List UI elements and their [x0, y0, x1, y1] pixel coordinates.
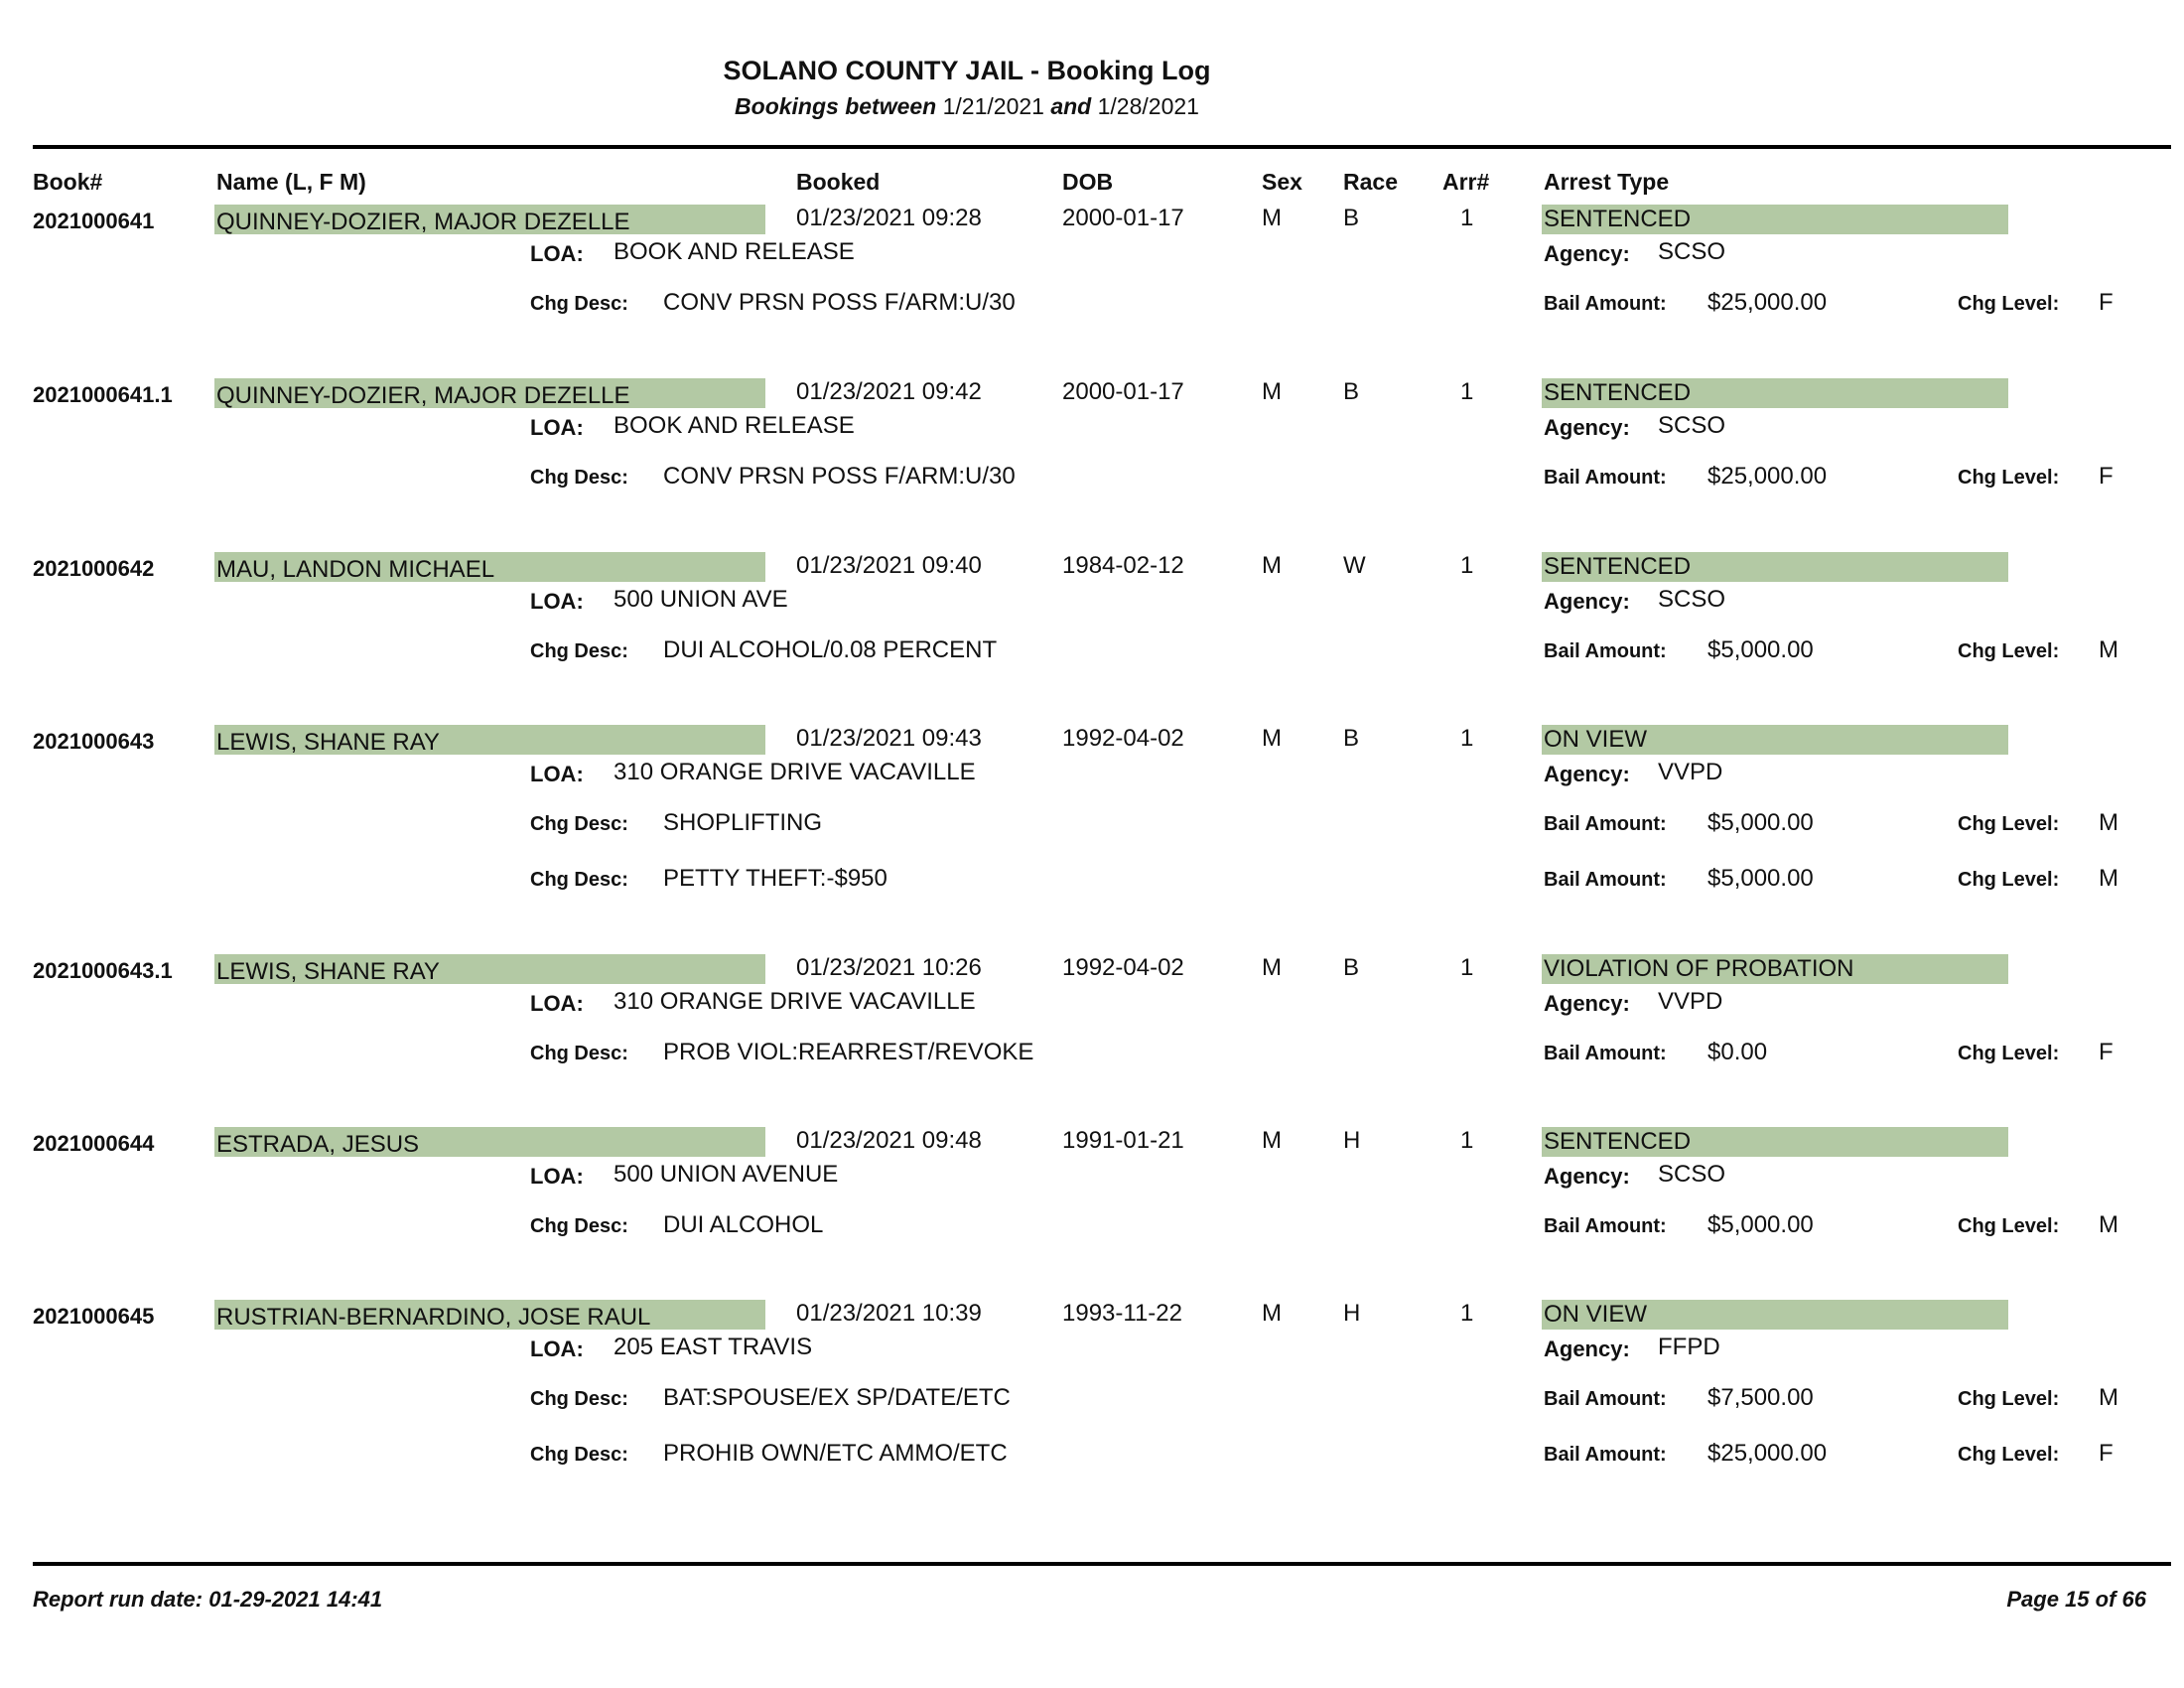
charge-desc-label: Chg Desc:: [530, 1043, 628, 1064]
charge-level: F: [2099, 289, 2114, 316]
charge-desc-label: Chg Desc:: [530, 640, 628, 662]
charge-desc: CONV PRSN POSS F/ARM:U/30: [663, 463, 1016, 490]
start-date: 1/21/2021: [942, 93, 1044, 119]
sex: M: [1262, 1300, 1282, 1327]
col-header-booked: Booked: [796, 169, 881, 195]
charge-level-label: Chg Level:: [1958, 1388, 2060, 1410]
bail-amount-label: Bail Amount:: [1544, 1043, 1667, 1064]
loa-value: 500 UNION AVENUE: [614, 1161, 839, 1188]
loa-label: LOA:: [530, 415, 584, 440]
booked-datetime: 01/23/2021 10:39: [796, 1300, 982, 1327]
bail-amount: $0.00: [1707, 1039, 1768, 1065]
book-number: 2021000643.1: [33, 958, 173, 983]
charge-desc: DUI ALCOHOL: [663, 1211, 824, 1238]
charge-row: [0, 1039, 2184, 1068]
charge-desc-label: Chg Desc:: [530, 467, 628, 489]
bail-amount-label: Bail Amount:: [1544, 869, 1667, 891]
inmate-name: LEWIS, SHANE RAY: [216, 729, 440, 756]
booked-datetime: 01/23/2021 09:40: [796, 552, 982, 579]
bail-amount-label: Bail Amount:: [1544, 640, 1667, 662]
charge-level-label: Chg Level:: [1958, 293, 2060, 315]
subtitle-and: and: [1050, 93, 1092, 119]
arrest-type: ON VIEW: [1544, 1301, 1648, 1328]
bail-amount: $25,000.00: [1707, 1440, 1828, 1467]
race: H: [1343, 1127, 1361, 1154]
arrest-number: 1: [1460, 205, 1474, 231]
charge-level-label: Chg Level:: [1958, 1215, 2060, 1237]
booked-datetime: 01/23/2021 09:28: [796, 205, 982, 231]
charge-level-label: Chg Level:: [1958, 869, 2060, 891]
agency-label: Agency:: [1544, 991, 1630, 1016]
date-of-birth: 1993-11-22: [1062, 1300, 1182, 1327]
sex: M: [1262, 378, 1282, 405]
charge-level-label: Chg Level:: [1958, 640, 2060, 662]
loa-label: LOA:: [530, 241, 584, 266]
sex: M: [1262, 205, 1282, 231]
charge-desc: SHOPLIFTING: [663, 809, 823, 836]
col-header-book: Book#: [33, 169, 103, 195]
subtitle-prefix: Bookings between: [735, 93, 937, 119]
charge-desc-label: Chg Desc:: [530, 869, 628, 891]
sex: M: [1262, 725, 1282, 752]
charge-level: F: [2099, 1039, 2114, 1065]
charge-desc-label: Chg Desc:: [530, 1215, 628, 1237]
race: W: [1343, 552, 1366, 579]
arrest-number: 1: [1460, 552, 1474, 579]
sex: M: [1262, 552, 1282, 579]
inmate-name: QUINNEY-DOZIER, MAJOR DEZELLE: [216, 209, 630, 235]
col-header-sex: Sex: [1262, 169, 1302, 195]
col-header-arr: Arr#: [1442, 169, 1490, 195]
arrest-number: 1: [1460, 1127, 1474, 1154]
charge-row: [0, 289, 2184, 319]
end-date: 1/28/2021: [1097, 93, 1199, 119]
loa-value: 310 ORANGE DRIVE VACAVILLE: [614, 988, 976, 1015]
date-of-birth: 1992-04-02: [1062, 725, 1184, 752]
report-run-date: Report run date: 01-29-2021 14:41: [33, 1587, 383, 1612]
date-of-birth: 2000-01-17: [1062, 378, 1184, 405]
header-rule: [33, 145, 2171, 149]
charge-row: [0, 463, 2184, 492]
arrest-number: 1: [1460, 378, 1474, 405]
loa-value: BOOK AND RELEASE: [614, 412, 855, 439]
booked-datetime: 01/23/2021 09:42: [796, 378, 982, 405]
charge-level: F: [2099, 463, 2114, 490]
book-number: 2021000641.1: [33, 382, 173, 407]
charge-desc: PETTY THEFT:-$950: [663, 865, 887, 892]
loa-value: BOOK AND RELEASE: [614, 238, 855, 265]
charge-level: M: [2099, 1211, 2118, 1238]
inmate-name: LEWIS, SHANE RAY: [216, 958, 440, 985]
book-number: 2021000642: [33, 556, 155, 581]
agency-value: SCSO: [1658, 1161, 1726, 1188]
charge-level: M: [2099, 865, 2118, 892]
loa-value: 500 UNION AVE: [614, 586, 788, 613]
loa-label: LOA:: [530, 1164, 584, 1189]
inmate-name: ESTRADA, JESUS: [216, 1131, 420, 1158]
book-number: 2021000645: [33, 1304, 155, 1329]
race: B: [1343, 725, 1360, 752]
arrest-number: 1: [1460, 725, 1474, 752]
inmate-name: MAU, LANDON MICHAEL: [216, 556, 495, 583]
race: B: [1343, 954, 1360, 981]
agency-label: Agency:: [1544, 589, 1630, 614]
col-header-name: Name (L, F M): [216, 169, 366, 195]
col-header-dob: DOB: [1062, 169, 1114, 195]
sex: M: [1262, 1127, 1282, 1154]
charge-desc: BAT:SPOUSE/EX SP/DATE/ETC: [663, 1384, 1011, 1411]
bail-amount: $5,000.00: [1707, 809, 1814, 836]
date-of-birth: 1984-02-12: [1062, 552, 1184, 579]
agency-value: VVPD: [1658, 759, 1723, 785]
charge-desc-label: Chg Desc:: [530, 1444, 628, 1466]
loa-label: LOA:: [530, 589, 584, 614]
bail-amount-label: Bail Amount:: [1544, 813, 1667, 835]
charge-row: [0, 1384, 2184, 1414]
charge-row: [0, 1211, 2184, 1241]
page-number: Page 15 of 66: [2006, 1587, 2146, 1612]
arrest-number: 1: [1460, 954, 1474, 981]
charge-level: M: [2099, 809, 2118, 836]
loa-value: 310 ORANGE DRIVE VACAVILLE: [614, 759, 976, 785]
charge-desc-label: Chg Desc:: [530, 1388, 628, 1410]
charge-desc: DUI ALCOHOL/0.08 PERCENT: [663, 636, 998, 663]
agency-label: Agency:: [1544, 415, 1630, 440]
charge-level-label: Chg Level:: [1958, 813, 2060, 835]
bail-amount: $5,000.00: [1707, 865, 1814, 892]
bail-amount-label: Bail Amount:: [1544, 293, 1667, 315]
book-number: 2021000643: [33, 729, 155, 754]
footer-rule: [33, 1562, 2171, 1566]
loa-label: LOA:: [530, 1336, 584, 1361]
arrest-type: SENTENCED: [1544, 553, 1692, 580]
bail-amount-label: Bail Amount:: [1544, 1388, 1667, 1410]
arrest-type: VIOLATION OF PROBATION: [1544, 955, 1854, 982]
charge-level-label: Chg Level:: [1958, 1444, 2060, 1466]
charge-level: M: [2099, 636, 2118, 663]
charge-desc-label: Chg Desc:: [530, 293, 628, 315]
charge-desc: CONV PRSN POSS F/ARM:U/30: [663, 289, 1016, 316]
bail-amount: $25,000.00: [1707, 463, 1828, 490]
race: B: [1343, 378, 1360, 405]
charge-desc-label: Chg Desc:: [530, 813, 628, 835]
loa-value: 205 EAST TRAVIS: [614, 1334, 813, 1360]
booked-datetime: 01/23/2021 09:43: [796, 725, 982, 752]
bail-amount-label: Bail Amount:: [1544, 467, 1667, 489]
charge-row: [0, 865, 2184, 895]
loa-label: LOA:: [530, 762, 584, 786]
agency-label: Agency:: [1544, 241, 1630, 266]
bail-amount: $25,000.00: [1707, 289, 1828, 316]
agency-label: Agency:: [1544, 762, 1630, 786]
report-title: SOLANO COUNTY JAIL - Booking Log: [723, 56, 1211, 85]
loa-label: LOA:: [530, 991, 584, 1016]
agency-value: SCSO: [1658, 238, 1726, 265]
charge-desc: PROHIB OWN/ETC AMMO/ETC: [663, 1440, 1008, 1467]
agency-label: Agency:: [1544, 1336, 1630, 1361]
race: B: [1343, 205, 1360, 231]
bail-amount: $5,000.00: [1707, 1211, 1814, 1238]
booked-datetime: 01/23/2021 10:26: [796, 954, 982, 981]
col-header-race: Race: [1343, 169, 1398, 195]
col-header-arrest-type: Arrest Type: [1544, 169, 1670, 195]
arrest-type: SENTENCED: [1544, 379, 1692, 406]
charge-row: [0, 1440, 2184, 1470]
book-number: 2021000644: [33, 1131, 155, 1156]
charge-level-label: Chg Level:: [1958, 467, 2060, 489]
agency-value: SCSO: [1658, 586, 1726, 613]
charge-level: M: [2099, 1384, 2118, 1411]
bail-amount-label: Bail Amount:: [1544, 1444, 1667, 1466]
charge-level-label: Chg Level:: [1958, 1043, 2060, 1064]
charge-row: [0, 809, 2184, 839]
inmate-name: RUSTRIAN-BERNARDINO, JOSE RAUL: [216, 1304, 651, 1331]
bail-amount: $7,500.00: [1707, 1384, 1814, 1411]
bail-amount-label: Bail Amount:: [1544, 1215, 1667, 1237]
bail-amount: $5,000.00: [1707, 636, 1814, 663]
sex: M: [1262, 954, 1282, 981]
date-of-birth: 1992-04-02: [1062, 954, 1184, 981]
agency-value: VVPD: [1658, 988, 1723, 1015]
agency-value: FFPD: [1658, 1334, 1720, 1360]
charge-desc: PROB VIOL:REARREST/REVOKE: [663, 1039, 1034, 1065]
report-subtitle: [0, 93, 1934, 120]
agency-label: Agency:: [1544, 1164, 1630, 1189]
race: H: [1343, 1300, 1361, 1327]
arrest-type: ON VIEW: [1544, 726, 1648, 753]
date-of-birth: 2000-01-17: [1062, 205, 1184, 231]
arrest-number: 1: [1460, 1300, 1474, 1327]
arrest-type: SENTENCED: [1544, 1128, 1692, 1155]
inmate-name: QUINNEY-DOZIER, MAJOR DEZELLE: [216, 382, 630, 409]
book-number: 2021000641: [33, 209, 155, 233]
agency-value: SCSO: [1658, 412, 1726, 439]
charge-row: [0, 636, 2184, 666]
charge-level: F: [2099, 1440, 2114, 1467]
booked-datetime: 01/23/2021 09:48: [796, 1127, 982, 1154]
arrest-type: SENTENCED: [1544, 206, 1692, 232]
date-of-birth: 1991-01-21: [1062, 1127, 1184, 1154]
